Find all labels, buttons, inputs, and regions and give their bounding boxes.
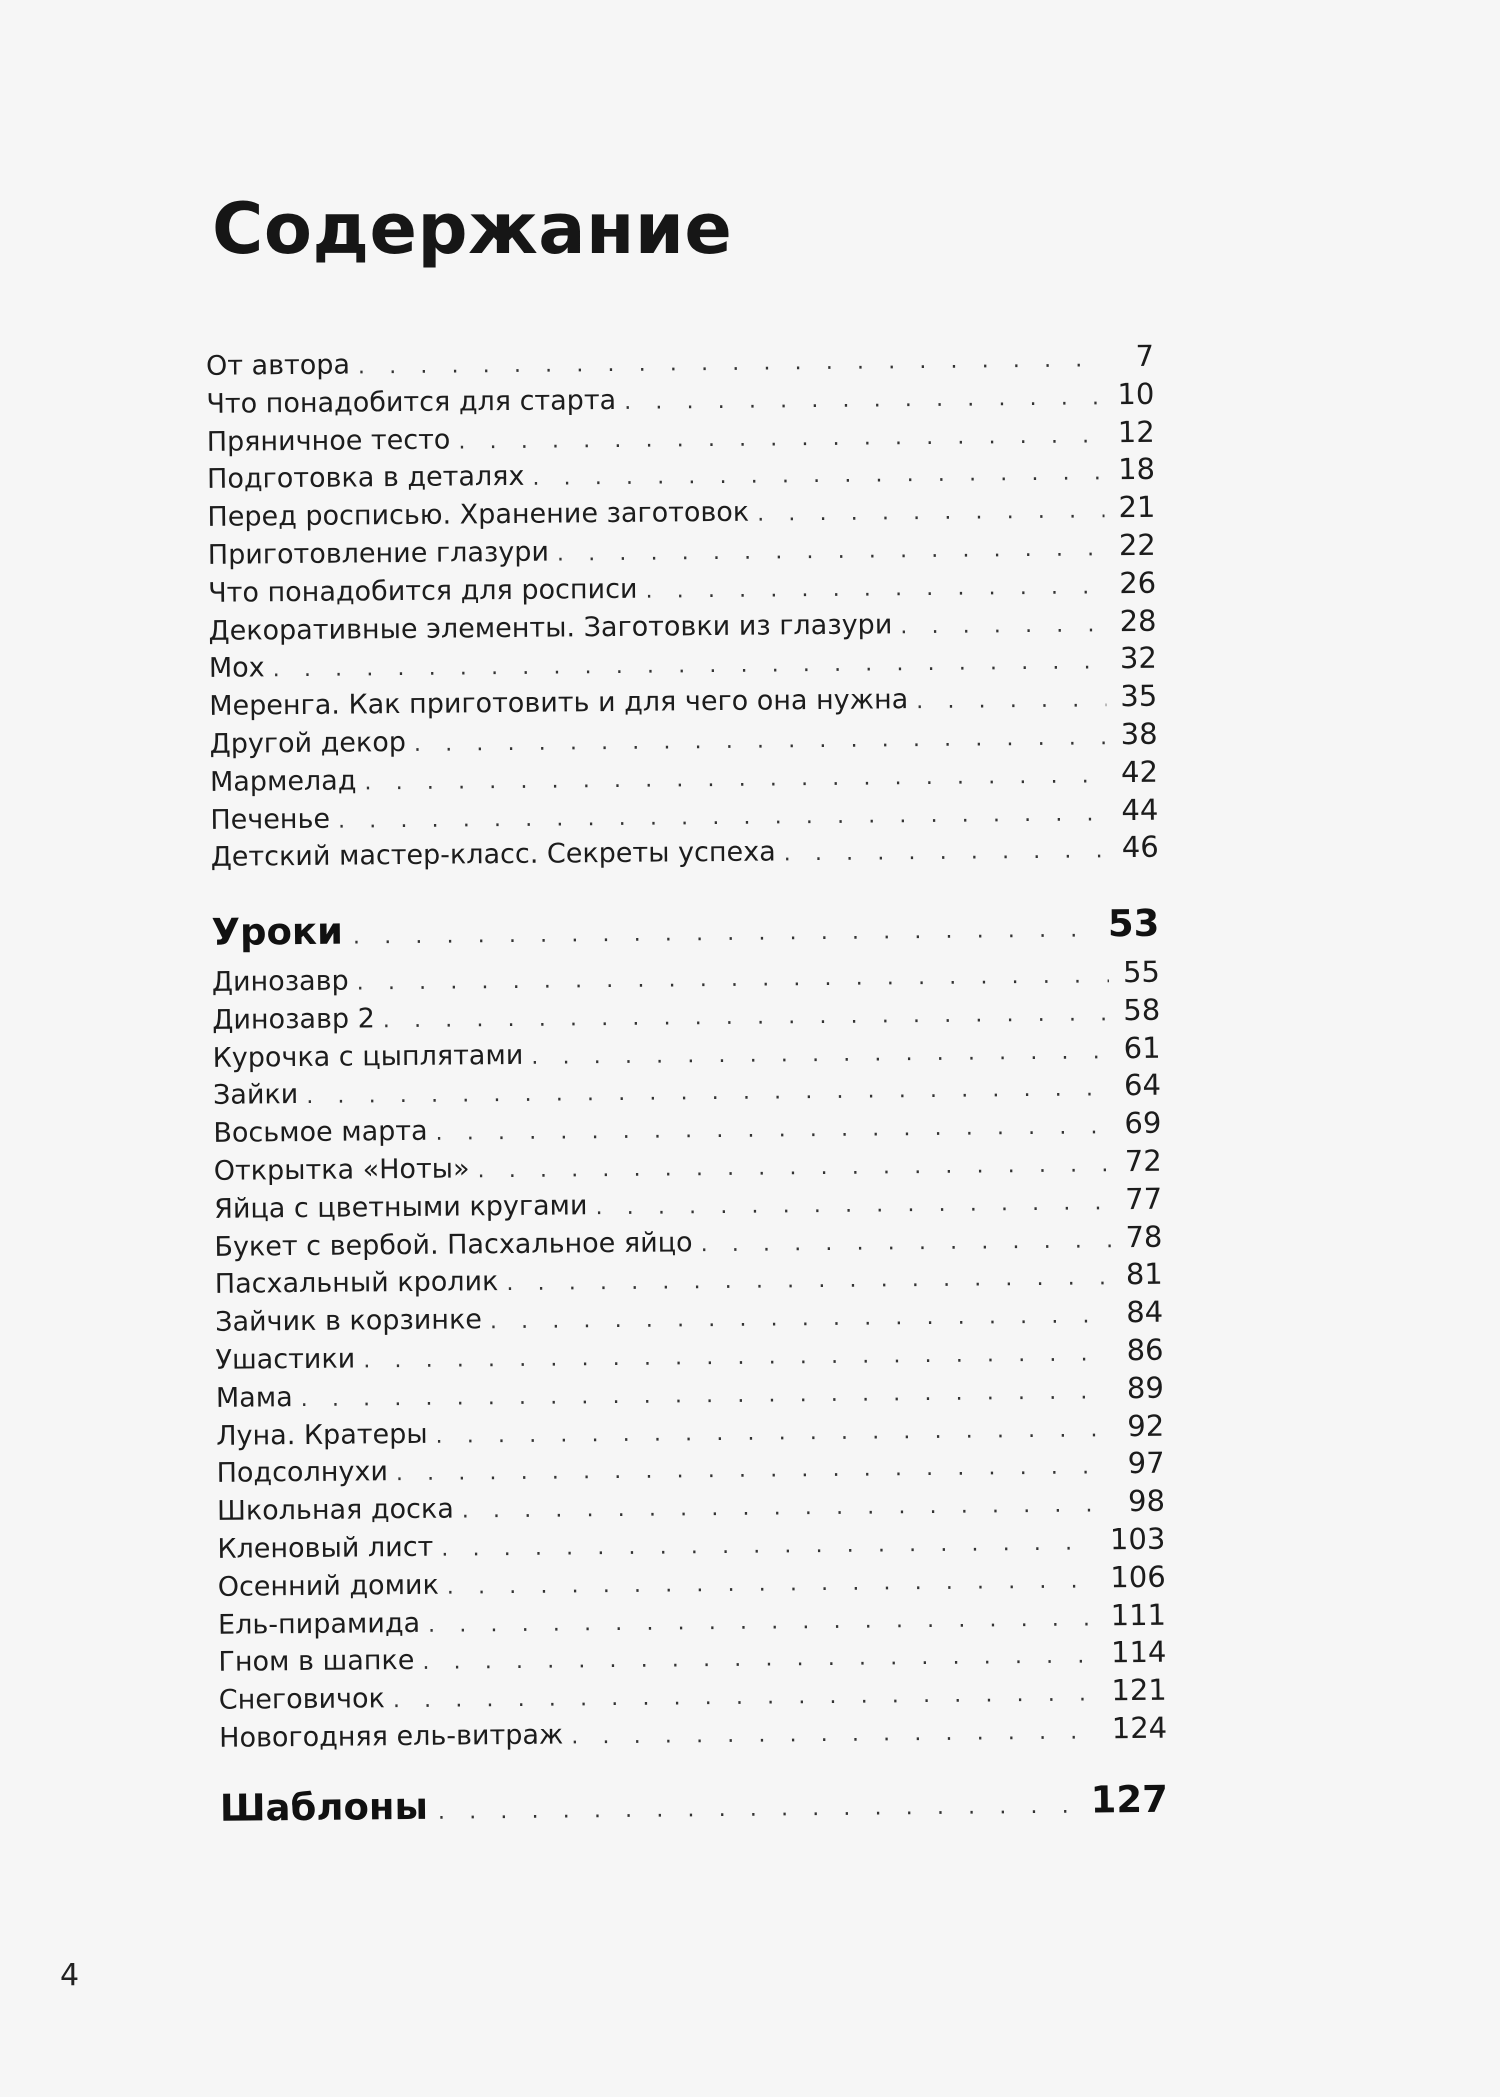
toc-entry-title: Курочка с цыплятами bbox=[212, 1039, 524, 1074]
toc-entry-title: От автора bbox=[205, 349, 351, 382]
toc-entry-title: Что понадобится для росписи bbox=[208, 573, 638, 609]
toc-entry-title: Мармелад bbox=[209, 765, 357, 798]
dot-leader bbox=[428, 1600, 1097, 1644]
toc-entry-title: Снеговичок bbox=[218, 1683, 386, 1716]
toc-entry-title: Печенье bbox=[210, 803, 331, 836]
dot-leader bbox=[422, 1638, 1097, 1682]
toc-entry-page-number: 21 bbox=[1118, 489, 1156, 525]
dot-leader bbox=[438, 1794, 1067, 1825]
toc-entry-page-number: 22 bbox=[1118, 527, 1156, 563]
toc-entry-title: Школьная доска bbox=[216, 1493, 454, 1527]
toc-entry-page-number: 10 bbox=[1117, 376, 1155, 411]
toc-entry-title: Перед росписью. Хранение заготовок bbox=[207, 496, 750, 534]
dot-leader bbox=[916, 681, 1106, 721]
section-page-number: 127 bbox=[1090, 1777, 1169, 1822]
toc-entry-page-number: 84 bbox=[1126, 1294, 1164, 1330]
toc-entry-page-number: 32 bbox=[1119, 641, 1158, 676]
section-heading-lessons[interactable] bbox=[211, 902, 1159, 963]
toc-entry-title: Зайки bbox=[212, 1079, 299, 1112]
dot-leader bbox=[477, 1146, 1111, 1190]
toc-entry-page-number: 42 bbox=[1120, 754, 1159, 789]
toc-entry-title: Кленовый лист bbox=[217, 1531, 434, 1565]
toc-entry-page-number: 111 bbox=[1110, 1597, 1167, 1632]
toc-entry[interactable] bbox=[212, 954, 1160, 1001]
toc-entry-title: Гном в шапке bbox=[218, 1645, 415, 1679]
toc-entry-page-number: 78 bbox=[1125, 1219, 1163, 1254]
toc-entry-title: Меренга. Как приготовить и для чего она нужна bbox=[209, 684, 909, 723]
toc-entry-page-number: 12 bbox=[1117, 414, 1155, 449]
dot-leader bbox=[757, 492, 1105, 533]
toc-entry-page-number: 98 bbox=[1127, 1483, 1166, 1519]
toc-entry[interactable] bbox=[212, 992, 1160, 1039]
toc-entry-page-number: 72 bbox=[1124, 1143, 1162, 1179]
dot-leader bbox=[441, 1524, 1096, 1568]
toc-entry-title: Букет с вербой. Пасхальное яйцо bbox=[214, 1226, 693, 1263]
toc-entry-page-number: 103 bbox=[1109, 1521, 1166, 1557]
toc-entry-page-number: 121 bbox=[1111, 1672, 1167, 1708]
dot-leader bbox=[700, 1222, 1111, 1264]
toc-entry-title: Ель-пирамида bbox=[217, 1607, 421, 1641]
toc-entry-page-number: 44 bbox=[1121, 792, 1159, 827]
toc-entry-title: Что понадобится для старта bbox=[206, 384, 617, 420]
toc-entry-page-number: 28 bbox=[1119, 603, 1157, 638]
toc-entry-title: Декоративные элементы. Заготовки из глазури bbox=[208, 608, 893, 647]
lessons-list bbox=[212, 954, 1168, 1757]
dot-leader bbox=[458, 417, 1104, 461]
dot-leader bbox=[645, 568, 1105, 610]
dot-leader bbox=[506, 1260, 1112, 1304]
dot-leader bbox=[624, 379, 1104, 421]
dot-leader bbox=[571, 1713, 1098, 1756]
dot-leader bbox=[462, 1486, 1115, 1530]
toc-entry-title: Динозавр 2 bbox=[212, 1003, 375, 1036]
templates-section bbox=[220, 1778, 1168, 1839]
toc-entry-title: Восьмое марта bbox=[213, 1115, 428, 1150]
dot-leader bbox=[490, 1297, 1113, 1341]
toc-entry-page-number: 55 bbox=[1122, 954, 1161, 990]
section-page-number: 53 bbox=[1107, 901, 1160, 946]
toc-entry-title: Зайчик в корзинке bbox=[215, 1304, 483, 1338]
toc-entry-title: Приготовление глазури bbox=[207, 536, 550, 571]
toc-entry-page-number: 86 bbox=[1126, 1332, 1164, 1368]
section-title: Уроки bbox=[211, 909, 344, 954]
toc-entry-title: Динозавр bbox=[211, 965, 349, 998]
toc-entry-page-number: 81 bbox=[1125, 1257, 1163, 1292]
toc-entry-title: Пасхальный кролик bbox=[214, 1266, 499, 1301]
lessons-section bbox=[211, 902, 1167, 1757]
dot-leader bbox=[900, 606, 1106, 646]
page-title: Содержание bbox=[212, 188, 733, 270]
dot-leader bbox=[353, 917, 1084, 949]
toc-entry-page-number: 58 bbox=[1123, 992, 1161, 1027]
dot-leader bbox=[784, 833, 1108, 874]
section-title: Шаблоны bbox=[219, 1784, 429, 1830]
toc-entry-title: Ушастики bbox=[215, 1343, 356, 1376]
dot-leader bbox=[414, 719, 1107, 763]
front-matter-list bbox=[206, 338, 1159, 876]
section-heading-templates[interactable] bbox=[220, 1778, 1168, 1839]
dot-leader bbox=[557, 530, 1105, 573]
dot-leader bbox=[532, 455, 1104, 498]
toc-entry-page-number: 26 bbox=[1119, 565, 1157, 600]
toc-entry-page-number: 18 bbox=[1117, 452, 1156, 487]
toc-entry-title: Открытка «Ноты» bbox=[213, 1153, 470, 1187]
toc-entry-page-number: 97 bbox=[1127, 1446, 1165, 1481]
toc-entry-page-number: 46 bbox=[1121, 830, 1159, 865]
toc-entry-page-number: 114 bbox=[1110, 1635, 1167, 1670]
toc-entry-title: Подготовка в деталях bbox=[206, 461, 525, 496]
toc-entry-title: Детский мастер-класс. Секреты успеха bbox=[210, 836, 776, 874]
toc-entry-title: Яйца с цветными кругами bbox=[213, 1190, 588, 1225]
toc-entry-page-number: 61 bbox=[1123, 1030, 1161, 1065]
toc-entry-title: Мама bbox=[215, 1381, 293, 1414]
toc-entry-title: Другой декор bbox=[209, 726, 407, 760]
toc-entry-page-number: 124 bbox=[1111, 1710, 1168, 1746]
toc-entry-page-number: 77 bbox=[1124, 1181, 1163, 1216]
toc-entry-title: Мох bbox=[208, 652, 265, 685]
toc-entry-title: Осенний домик bbox=[217, 1569, 439, 1603]
dot-leader bbox=[531, 1033, 1110, 1076]
toc-entry-page-number: 7 bbox=[1135, 338, 1155, 373]
dot-leader bbox=[435, 1108, 1110, 1152]
dot-leader bbox=[447, 1562, 1097, 1606]
toc-entry-page-number: 38 bbox=[1120, 716, 1158, 752]
toc-entry-page-number: 69 bbox=[1124, 1105, 1162, 1141]
toc-entry-page-number: 35 bbox=[1120, 678, 1158, 714]
toc-entry-page-number: 106 bbox=[1110, 1559, 1166, 1594]
toc-entry[interactable] bbox=[216, 1369, 1164, 1416]
toc-entry[interactable] bbox=[206, 338, 1154, 385]
toc-entry-title: Подсолнухи bbox=[216, 1456, 389, 1490]
toc-entry-title: Пряничное тесто bbox=[206, 424, 451, 458]
page-number: 4 bbox=[60, 1958, 80, 1993]
toc-entry-title: Луна. Кратеры bbox=[216, 1418, 428, 1452]
dot-leader bbox=[435, 1411, 1113, 1455]
toc-entry-page-number: 89 bbox=[1126, 1370, 1165, 1405]
toc-entry-page-number: 64 bbox=[1123, 1068, 1162, 1103]
dot-leader bbox=[595, 1184, 1111, 1227]
toc-entry-page-number: 92 bbox=[1127, 1408, 1165, 1443]
toc-entry-title: Новогодняя ель-витраж bbox=[219, 1719, 564, 1754]
